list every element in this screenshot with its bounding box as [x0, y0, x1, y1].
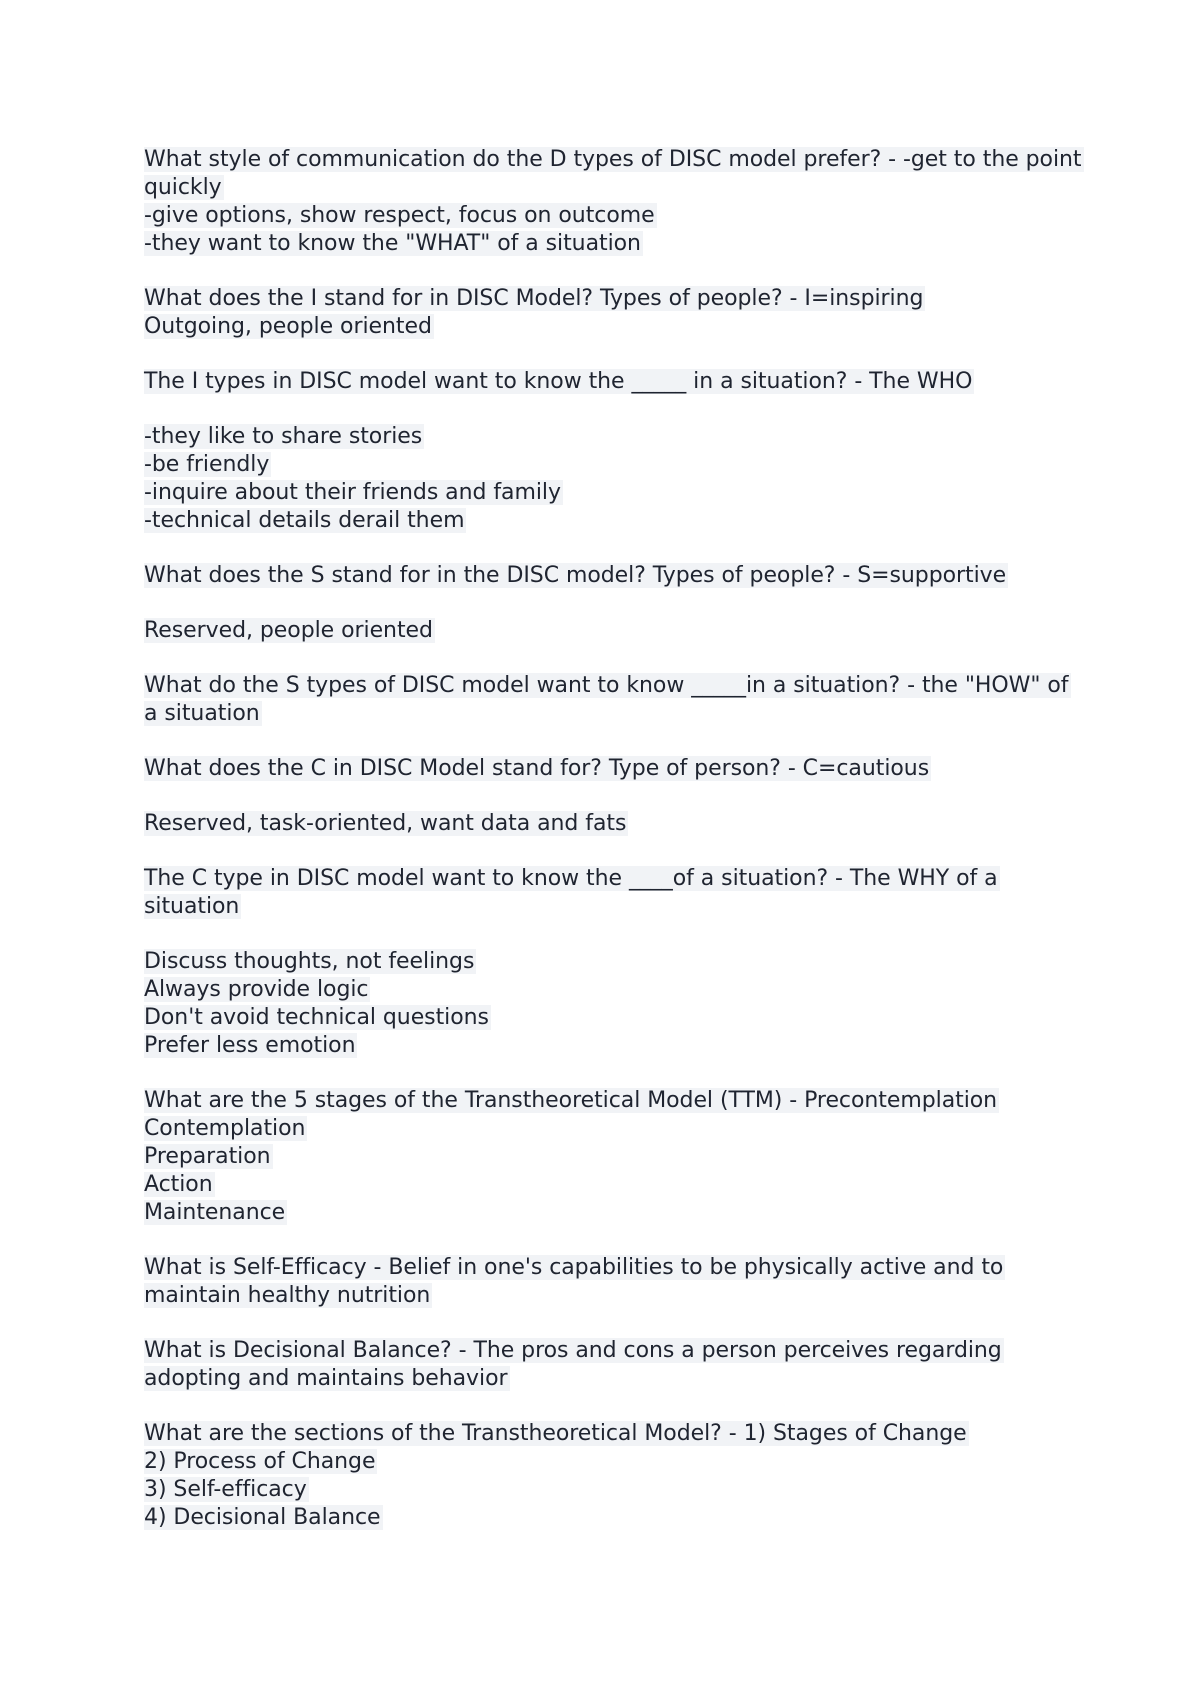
qa-block-d-communication	[144, 146, 1091, 258]
qa-block-c-stand-for	[144, 755, 1091, 783]
text-line: Outgoing, people oriented	[144, 314, 432, 339]
notes-block-i-types	[144, 423, 1091, 535]
text-line: What style of communication do the D types of DISC model prefer? - -get to the point	[144, 147, 1082, 172]
text-line: The C type in DISC model want to know the ____of a situation? - The WHY of a	[144, 866, 998, 891]
notes-block-c-types	[144, 810, 1091, 838]
qa-block-self-efficacy	[144, 1254, 1091, 1310]
notes-block-c-tips	[144, 948, 1091, 1060]
text-line: 4) Decisional Balance	[144, 1505, 381, 1530]
text-line: The I types in DISC model want to know the _____ in a situation? - The WHO	[144, 369, 973, 394]
text-line: Discuss thoughts, not feelings	[144, 949, 475, 974]
text-line: -they want to know the "WHAT" of a situation	[144, 231, 641, 256]
text-line: 2) Process of Change	[144, 1449, 376, 1474]
text-line: situation	[144, 894, 240, 919]
notes-block-s-types	[144, 617, 1091, 645]
qa-block-ttm-sections	[144, 1420, 1091, 1532]
text-line: What is Self-Efficacy - Belief in one's capabilities to be physically active and to	[144, 1255, 1004, 1280]
qa-block-i-stand-for	[144, 285, 1091, 341]
qa-block-decisional-balance	[144, 1337, 1091, 1393]
text-line: Don't avoid technical questions	[144, 1005, 489, 1030]
text-line: What does the S stand for in the DISC model? Types of people? - S=supportive	[144, 563, 1007, 588]
qa-block-i-want-to-know	[144, 368, 1091, 396]
text-line: quickly	[144, 175, 222, 200]
text-line: What are the sections of the Transtheoretical Model? - 1) Stages of Change	[144, 1421, 967, 1446]
qa-block-c-want-to-know	[144, 865, 1091, 921]
text-line: -be friendly	[144, 452, 270, 477]
text-line: What do the S types of DISC model want to know _____in a situation? - the "HOW" of	[144, 673, 1069, 698]
text-line: adopting and maintains behavior	[144, 1366, 508, 1391]
text-line: -technical details derail them	[144, 508, 465, 533]
text-line: Always provide logic	[144, 977, 369, 1002]
text-line: -inquire about their friends and family	[144, 480, 561, 505]
text-line: 3) Self-efficacy	[144, 1477, 307, 1502]
text-line: -give options, show respect, focus on outcome	[144, 203, 655, 228]
text-line: Action	[144, 1172, 213, 1197]
qa-block-s-want-to-know	[144, 672, 1091, 728]
text-line: maintain healthy nutrition	[144, 1283, 431, 1308]
text-line: Reserved, people oriented	[144, 618, 433, 643]
text-line: Contemplation	[144, 1116, 306, 1141]
text-line: What does the I stand for in DISC Model? Types of people? - I=inspiring	[144, 286, 924, 311]
text-line: Maintenance	[144, 1200, 286, 1225]
text-line: a situation	[144, 701, 260, 726]
qa-block-ttm-stages	[144, 1087, 1091, 1227]
text-line: What are the 5 stages of the Transtheoretical Model (TTM) - Precontemplation	[144, 1088, 998, 1113]
text-line: Prefer less emotion	[144, 1033, 356, 1058]
qa-block-s-stand-for	[144, 562, 1091, 590]
text-line: -they like to share stories	[144, 424, 423, 449]
text-line: What does the C in DISC Model stand for? Type of person? - C=cautious	[144, 756, 930, 781]
text-line: What is Decisional Balance? - The pros and cons a person perceives regarding	[144, 1338, 1002, 1363]
text-line: Preparation	[144, 1144, 271, 1169]
text-line: Reserved, task-oriented, want data and fats	[144, 811, 627, 836]
